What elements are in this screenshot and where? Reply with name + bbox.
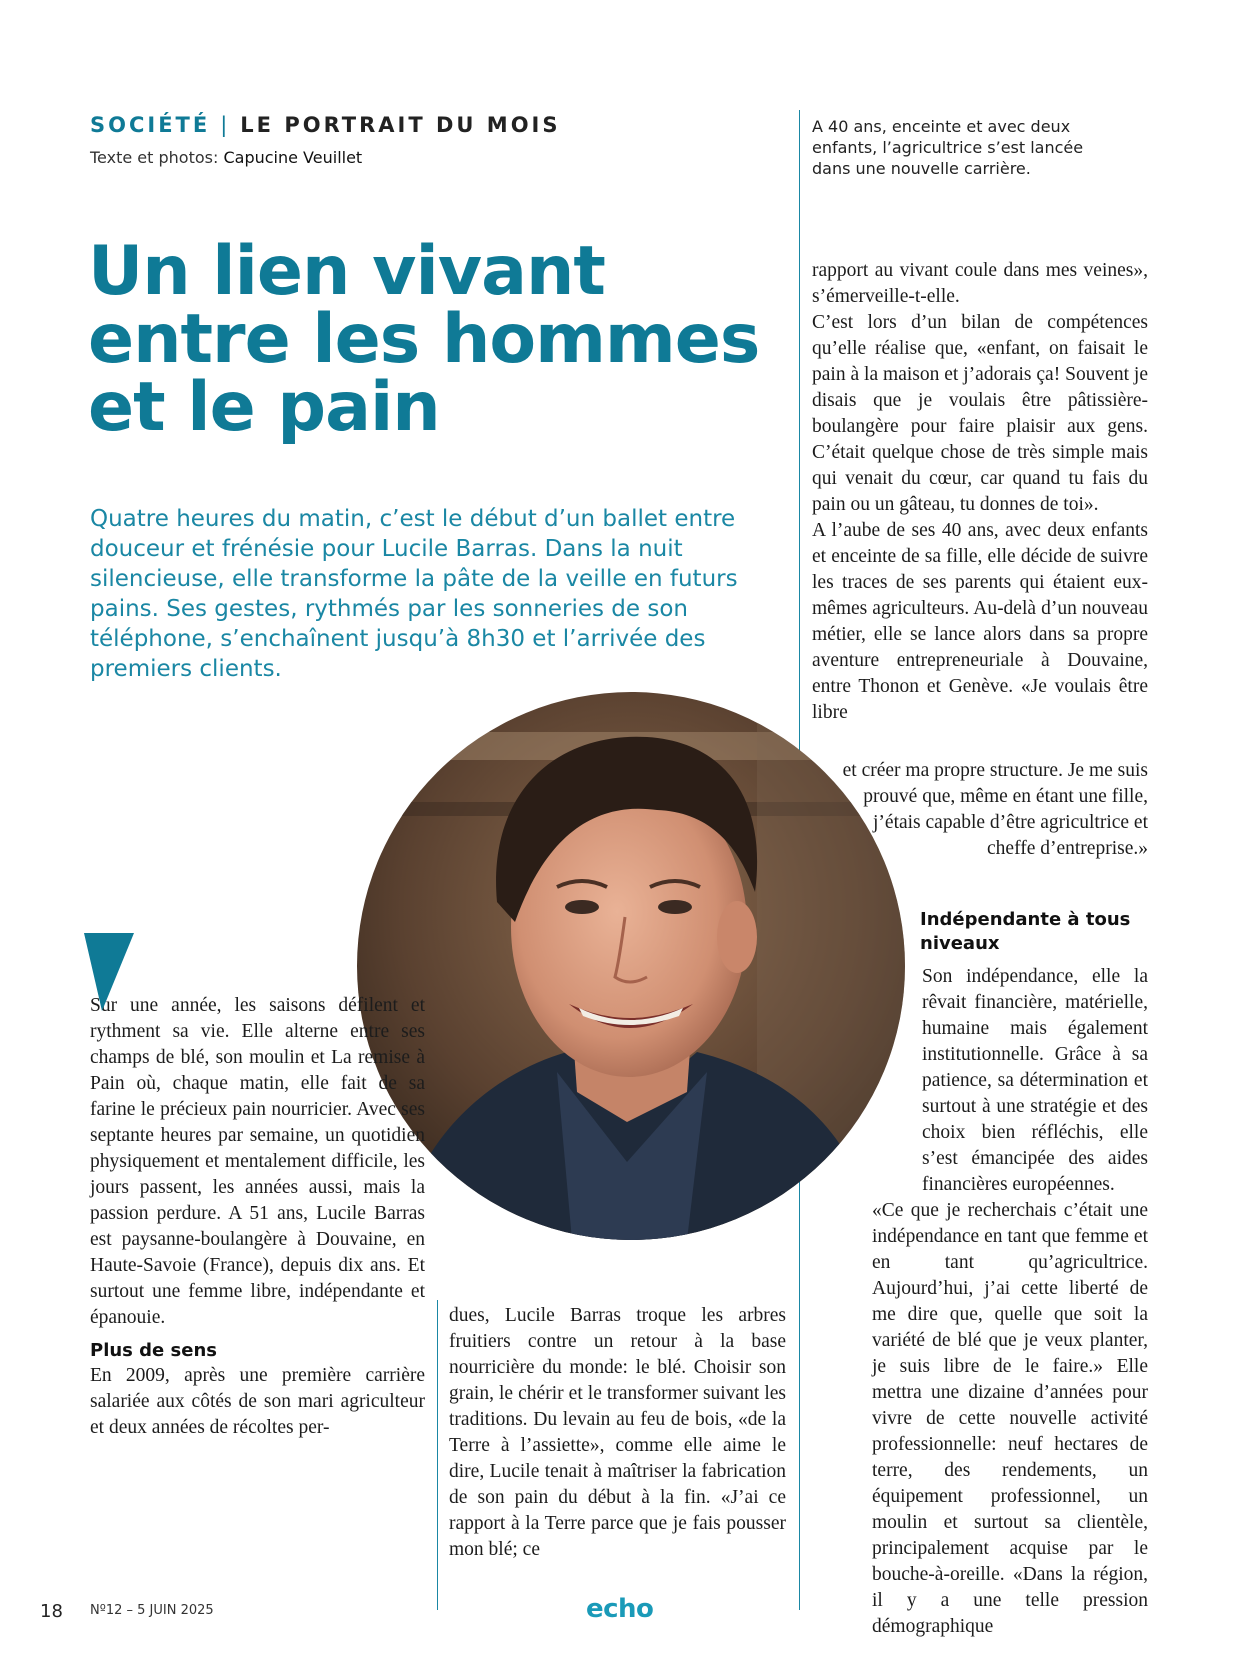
column1-paragraph-1: Sur une année, les saisons défilent et rythment sa vie. Elle alterne entre ses champs de blé, son moulin et La remise à Pain où, chaque matin, elle fait de sa farine le précieux pain nourricier. Avec ses septante heures par semaine, un quotidien physiquement et mentalement difficile, les jours passent, les années aussi, mais la passion perdure. A 51 ans, Lucile Barras est paysanne-boulangère à Douvaine, en Haute-Savoie (France), depuis dix ans. Et surtout une femme libre, indépendante et épanouie. (90, 995, 425, 1328)
subhead-plus-de-sens: Plus de sens (90, 1340, 217, 1361)
column3-paragraph-1: rapport au vivant coule dans mes veines», s’émerveille-t-elle. (812, 260, 1148, 307)
column3-paragraph-4a: Son indépendance, elle la rêvait financière, matérielle, humaine mais également institutionnelle. Grâce à sa patience, sa détermination et surtout à une stratégie et des choix bien réfléchis, elle s’est émancipée des aides financières européennes. (922, 966, 1148, 1195)
article-column-3-wrap (820, 758, 1148, 862)
column3-paragraph-3: A l’aube de ses 40 ans, avec deux enfants et enceinte de sa fille, elle décide de suivre les traces de ses parents qui étaient eux-mêmes agriculteurs. Au-delà d’un nouveau métier, elle se lance alors dans sa propre aventure entrepreneuriale à Douvaine, entre Thonon et Genève. «Je voulais être libre (812, 520, 1148, 723)
credit-name: Capucine Veuillet (223, 148, 363, 167)
rubric (90, 113, 560, 137)
column3-paragraph-2: C’est lors d’un bilan de compétences qu’elle réalise que, «enfant, on faisait le pain à la maison et j’adorais ça! Souvent je disais que je voulais être pâtissière-boulangère pour faire plaisir aux gens. C’était quelque chose de très simple mais qui venait du cœur, car quand tu fais du pain ou un gâteau, tu donnes de toi». (812, 312, 1148, 515)
column3-paragraph-3b: et créer ma propre structure. Je me suis prouvé que, même en étant une fille, j’étais capable d’être agricultrice et cheffe d’entreprise.» (842, 760, 1148, 859)
credit-label: Texte et photos: (90, 148, 219, 167)
column-rule-left (437, 1300, 438, 1610)
headline-line-2: entre les hommes (88, 300, 760, 379)
byline (90, 148, 362, 167)
section-label: SOCIÉTÉ (90, 113, 211, 137)
subhead-independante: Indépendante à tous niveaux (920, 909, 1131, 954)
echo-logo: echo (586, 1594, 654, 1624)
dropcap-ornament (84, 933, 134, 1011)
column2-paragraph-1: dues, Lucile Barras troque les arbres fruitiers contre un retour à la base nourricière du monde: le blé. Choisir son grain, le chérir et le transformer suivant les traditions. Du levain au feu de bois, «de la Terre à l’assiette», comme elle aime le dire, Lucile tenait à maîtriser la fabrication de son pain du début à la fin. «J’ai ce rapport à la Terre parce que je fais pousser mon blé; ce (449, 1305, 786, 1560)
side-caption: A 40 ans, enceinte et avec deux enfants, l’agricultrice s’est lancée dans une nouvelle carrière. (812, 117, 1084, 178)
column1-paragraph-2: En 2009, après une première carrière salariée aux côtés de son mari agriculteur et deux années de récoltes per- (90, 1365, 425, 1438)
lead-paragraph: Quatre heures du matin, c’est le début d’un ballet entre douceur et frénésie pour Lucile Barras. Dans la nuit silencieuse, elle transforme la pâte de la veille en futurs pains. Ses gestes, rythmés par les sonneries de son téléphone, s’enchaînent jusqu’à 8h30 et l’arrivée des premiers clients. (90, 506, 738, 682)
page-number: 18 (40, 1601, 63, 1622)
subsection-label: LE PORTRAIT DU MOIS (240, 113, 561, 137)
article-column-3-subhead (920, 908, 1140, 956)
issue-info: Nº12 – 5 JUIN 2025 (90, 1603, 214, 1618)
headline-line-3: et le pain (88, 368, 440, 447)
article-column-2 (449, 1303, 786, 1563)
headline-line-1: Un lien vivant (88, 232, 605, 311)
article-column-3-bottom (812, 964, 1148, 1640)
headline (88, 232, 768, 447)
article-column-1 (90, 993, 425, 1441)
article-column-3-top (812, 258, 1148, 726)
column3-paragraph-4b: «Ce que je recherchais c’était une indépendance en tant que femme et en tant qu’agricultrice. Aujourd’hui, j’ai cette liberté de me dire que, quelle que soit la variété de blé que je veux planter, je suis libre de le faire.» Elle mettra une dizaine d’années pour vivre de cette nouvelle activité professionnelle: neuf hectares de terre, des rendements, un équipement professionnel, un moulin et surtout sa clientèle, principalement acquise par le bouche-à-oreille. «Dans la région, il y a une telle pression démographique (872, 1200, 1148, 1637)
rubric-separator: | (220, 113, 231, 137)
